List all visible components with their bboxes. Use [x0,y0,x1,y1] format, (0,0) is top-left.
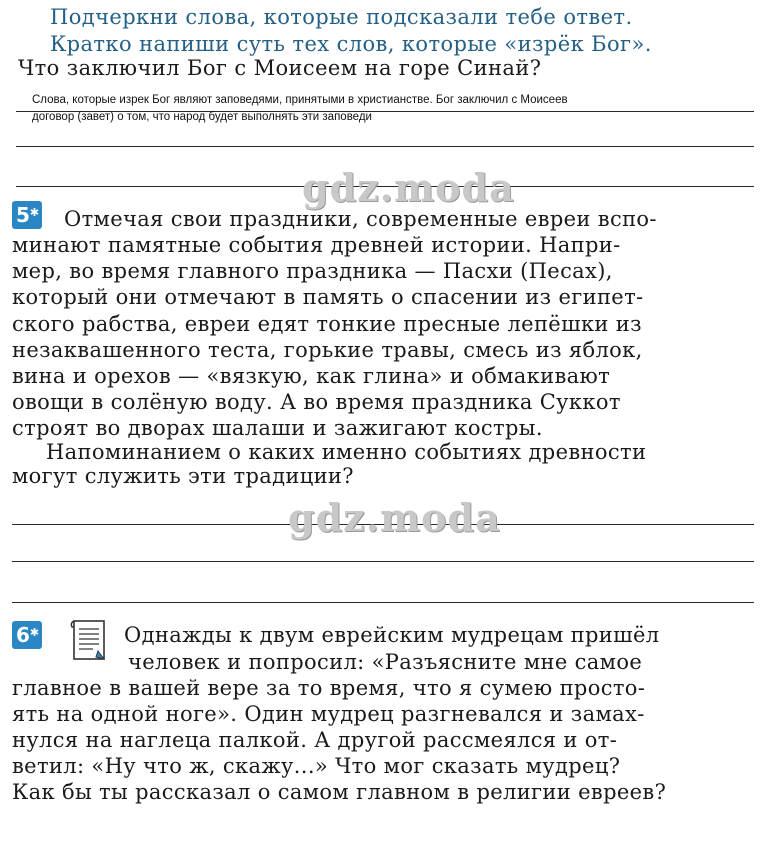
task-6-line-5: нулся на наглеца палкой. А другой рассмеялся и от- [12,728,618,752]
watermark: gdz.moda [302,165,515,210]
task-6-line-4: ять на одной ноге». Один мудрец разгневался и замах- [12,702,645,726]
instruction-underline: Подчеркни слова, которые подсказали тебе ответ. [50,5,633,29]
answer-text-line-1: Слова, которые изрек Бог являют заповедями, принятыми в христианстве. Бог заключил с Моисеев [32,94,568,106]
task-6-line-3: главное в вашей вере за то время, что я сумею просто- [12,676,646,700]
star-icon: ✱ [29,206,40,219]
task-5-line-4: который они отмечают в память о спасении из египет- [12,285,644,309]
task-5-answer-rule-2 [12,561,754,562]
task-6-line-1: Однажды к двум еврейским мудрецам пришёл [124,623,660,647]
star-icon: ✱ [29,626,40,639]
task-5-answer-rule-3 [12,602,754,603]
task-5-line-2: минают памятные события древней истории. Напри- [12,233,621,257]
task-6-line-6: ветил: «Ну что ж, скажу...» Что мог сказать мудрец? [12,754,621,778]
answer-text-line-2: договор (завет) о том, что народ будет выполнять эти заповеди [32,111,372,123]
task-6-line-7: Как бы ты рассказал о самом главном в религии евреев? [12,780,667,804]
watermark-2: gdz.moda [288,495,501,540]
task-5-line-8: овощи в солёную воду. А во время праздника Суккот [12,390,621,414]
task-5-line-7: вина и орехов — «вязкую, как глина» и обмакивают [12,364,611,388]
instruction-summarize: Кратко напиши суть тех слов, которые «изрёк Бог». [50,32,652,56]
task-5-line-3: мер, во время главного праздника — Пасхи (Песах), [12,259,613,283]
task-5-line-5: ского рабства, евреи едят тонкие пресные лепёшки из [12,312,642,336]
answer-rule-2 [16,146,754,147]
task-5-badge [12,201,42,229]
task-5-line-9: строят во дворах шалаши и зажигают костры. [12,416,543,440]
task-5-question-2: могут служить эти традиции? [12,464,354,488]
task-5-question-1: Напоминанием о каких именно событиях древности [46,440,647,464]
task-5-line-6: незаквашенного теста, горькие травы, смесь из яблок, [12,338,643,362]
question-sinai: Что заключил Бог с Моисеем на горе Синай? [18,56,542,80]
document-icon [68,617,110,663]
task-6-number: 6 [16,623,30,647]
task-5-number: 5 [16,203,30,227]
task-5-line-1: Отмечая свои праздники, современные евреи вспо- [64,207,657,231]
task-6-line-2: человек и попросил: «Разъясните мне самое [128,650,643,674]
task-6-badge [12,621,42,649]
